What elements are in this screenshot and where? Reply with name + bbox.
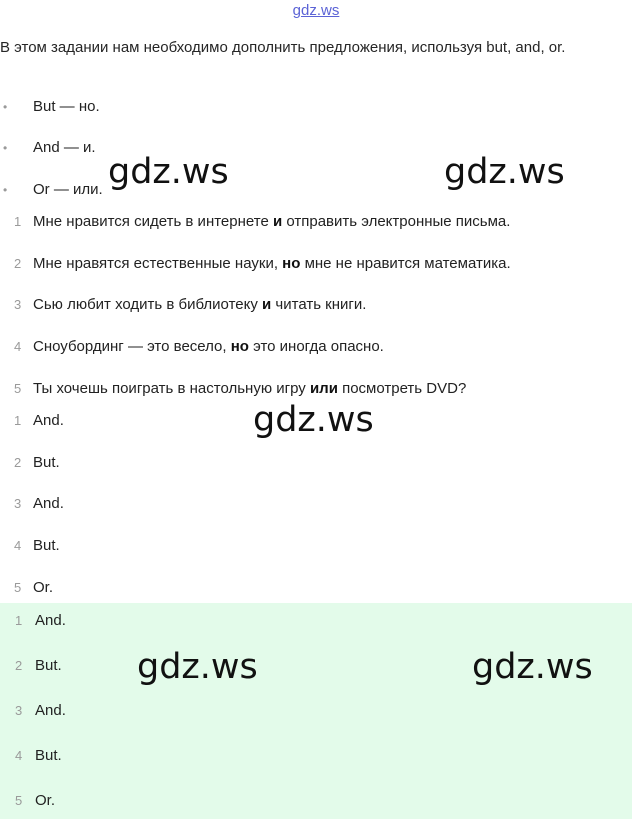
bullet-dot-icon: • [3,141,8,155]
sentence-item [0,290,366,320]
item-number: 1 [14,413,22,428]
answer-text: And. [33,495,64,512]
watermark: gdz.ws [444,152,565,192]
answer-item [0,489,64,519]
sentence-text: читать книги. [271,296,367,313]
sentence-text: Сью любит ходить в библиотеку [33,296,263,313]
answer-item [0,406,64,436]
bullet-dot-icon: • [3,183,8,197]
item-number: 4 [14,538,22,553]
answer-text: And. [35,612,66,629]
item-number: 2 [15,658,23,673]
item-number: 1 [15,613,23,628]
bullet-text: And — и. [33,139,96,156]
answer-text: But. [33,537,60,554]
sentence-text: Мне нравятся естественные науки, [33,255,283,272]
sentence-text: мне не нравится математика. [300,255,511,272]
item-number: 1 [14,214,22,229]
site-header-link[interactable]: gdz.ws [292,2,340,19]
bullet-item [0,175,103,205]
item-number: 3 [14,496,22,511]
item-number: 5 [14,580,22,595]
bullet-text: But — но. [33,98,100,115]
item-number: 3 [14,297,22,312]
bullet-item [0,92,100,122]
watermark: gdz.ws [137,647,258,687]
conjunction: или [309,380,338,397]
answer-item [0,696,66,726]
item-number: 5 [15,793,23,808]
highlighted-answer-block [0,603,632,819]
answer-text: Or. [35,792,56,809]
sentence-text: это иногда опасно. [248,338,384,355]
sentence-text: Ты хочешь поиграть в настольную игру [33,380,310,397]
answer-item [0,573,53,603]
sentence-text: отправить электронные письма. [282,213,511,230]
watermark: gdz.ws [253,400,374,440]
answer-text: Or. [33,579,54,596]
sentence-text: посмотреть DVD? [337,380,467,397]
answer-item [0,786,55,816]
answer-text: And. [33,412,64,429]
answer-text: And. [35,702,66,719]
item-number: 4 [15,748,23,763]
sentence-text: Сноубординг — это весело, [33,338,231,355]
bullet-item [0,133,96,163]
item-number: 4 [14,339,22,354]
conjunction: и [262,296,272,313]
sentence-item [0,374,466,404]
answer-text: But. [35,657,62,674]
item-number: 5 [14,381,22,396]
bullet-dot-icon: • [3,100,8,114]
item-number: 2 [14,256,22,271]
answer-item [0,448,60,478]
answer-text: But. [35,747,62,764]
answer-item [0,606,66,636]
item-number: 3 [15,703,23,718]
conjunction: и [272,213,283,230]
sentence-text: Мне нравится сидеть в интернете [33,213,273,230]
watermark: gdz.ws [108,152,229,192]
intro-paragraph: В этом задании нам необходимо дополнить предложения, используя but, and, or. [0,39,566,56]
item-number: 2 [14,455,22,470]
sentence-item [0,207,510,237]
answer-item [0,651,62,681]
answer-text: But. [33,454,60,471]
conjunction: но [282,255,301,272]
answer-item [0,531,60,561]
watermark: gdz.ws [472,647,593,687]
conjunction: но [230,338,249,355]
sentence-item [0,332,384,362]
answer-item [0,741,62,771]
sentence-item [0,249,511,279]
bullet-text: Or — или. [33,181,103,198]
